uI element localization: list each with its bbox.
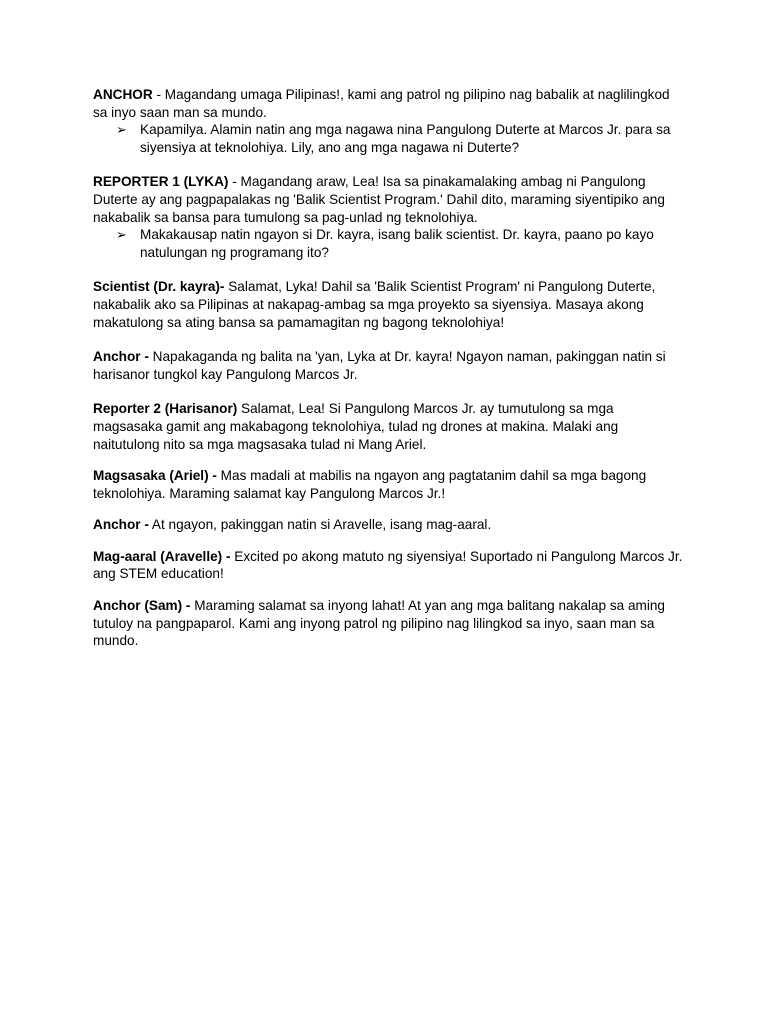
arrow-bullet-icon: ➢: [116, 122, 127, 138]
speaker-label: Anchor -: [93, 517, 149, 533]
bullet-text: Kapamilya. Alamin natin ang mga nagawa nina Pangulong Duterte at Marcos Jr. para sa siyensiya at teknolohiya. Lily, ano ang mga nagawa ni Duterte?: [140, 122, 671, 155]
dialogue-text: At ngayon, pakinggan natin si Aravelle, isang mag-aaral.: [148, 517, 492, 533]
dialogue-text: Excited po akong matuto ng siyensiya! Suportado ni Pangulong Marcos Jr. ang STEM education!: [93, 548, 683, 582]
speaker-label: Anchor (Sam) -: [93, 598, 191, 614]
dialogue-text: Maraming salamat sa inyong lahat! At yan ang mga balitang nakalap sa aming tutuloy na pangpaparol. Kami ang inyong patrol ng pilipino nag lilingkod sa inyo, saan man sa mundo.: [93, 598, 665, 649]
bullet-item: [93, 121, 683, 156]
paragraph-anchor-intro: [93, 86, 683, 121]
paragraph-anchor-3: [93, 516, 683, 534]
script-document: [93, 86, 683, 650]
speaker-label: Scientist (Dr. kayra)-: [93, 279, 225, 295]
paragraph-mag-aaral: [93, 548, 683, 583]
speaker-label: Reporter 2 (Harisanor): [93, 401, 238, 417]
dialogue-text: - Magandang araw, Lea! Isa sa pinakamalaking ambag ni Pangulong Duterte ay ang pagpapalakas ng 'Balik Scientist Program.' Dahil dito, maraming siyentipiko ang nakabalik sa bansa para tumulong sa pag-unlad ng teknolohiya.: [93, 174, 665, 225]
speaker-label: REPORTER 1 (LYKA): [93, 174, 229, 190]
speaker-label: Anchor -: [93, 349, 149, 365]
speaker-label: Magsasaka (Ariel) -: [93, 468, 217, 484]
dialogue-text: Napakaganda ng balita na 'yan, Lyka at Dr. kayra! Ngayon naman, pakinggan natin si harisanor tungkol kay Pangulong Marcos Jr.: [93, 349, 666, 382]
bullet-item: [93, 226, 683, 261]
dialogue-text: Mas madali at mabilis na ngayon ang pagtatanim dahil sa mga bagong teknolohiya. Maraming salamat kay Pangulong Marcos Jr.!: [93, 468, 647, 501]
paragraph-anchor-2: [93, 348, 683, 383]
dialogue-text: Salamat, Lyka! Dahil sa 'Balik Scientist Program' ni Pangulong Duterte, nakabalik ako sa Pilipinas at nakapag-ambag sa mga proyekto sa siyensiya. Masaya akong makatulong sa ating bansa sa pamamagitan ng bagong teknolohiya!: [93, 279, 656, 330]
arrow-bullet-icon: ➢: [116, 227, 127, 243]
paragraph-anchor-closing: [93, 597, 683, 650]
paragraph-reporter-1: [93, 173, 683, 226]
paragraph-reporter-2: [93, 400, 683, 453]
paragraph-magsasaka: [93, 467, 683, 502]
bullet-text: Makakausap natin ngayon si Dr. kayra, isang balik scientist. Dr. kayra, paano po kayo natulungan ng programang ito?: [140, 227, 654, 260]
speaker-label: ANCHOR: [93, 87, 153, 102]
speaker-label: Mag-aaral (Aravelle) -: [93, 548, 231, 564]
dialogue-text: Salamat, Lea! Si Pangulong Marcos Jr. ay tumutulong sa mga magsasaka gamit ang makabagong teknolohiya, tulad ng drones at makina. Malaki ang naitutulong nito sa mga magsasaka tulad ni Mang Ariel.: [93, 401, 619, 452]
paragraph-scientist: [93, 278, 683, 331]
dialogue-text: - Magandang umaga Pilipinas!, kami ang patrol ng pilipino nag babalik at naglilingkod sa inyo saan man sa mundo.: [93, 87, 670, 120]
